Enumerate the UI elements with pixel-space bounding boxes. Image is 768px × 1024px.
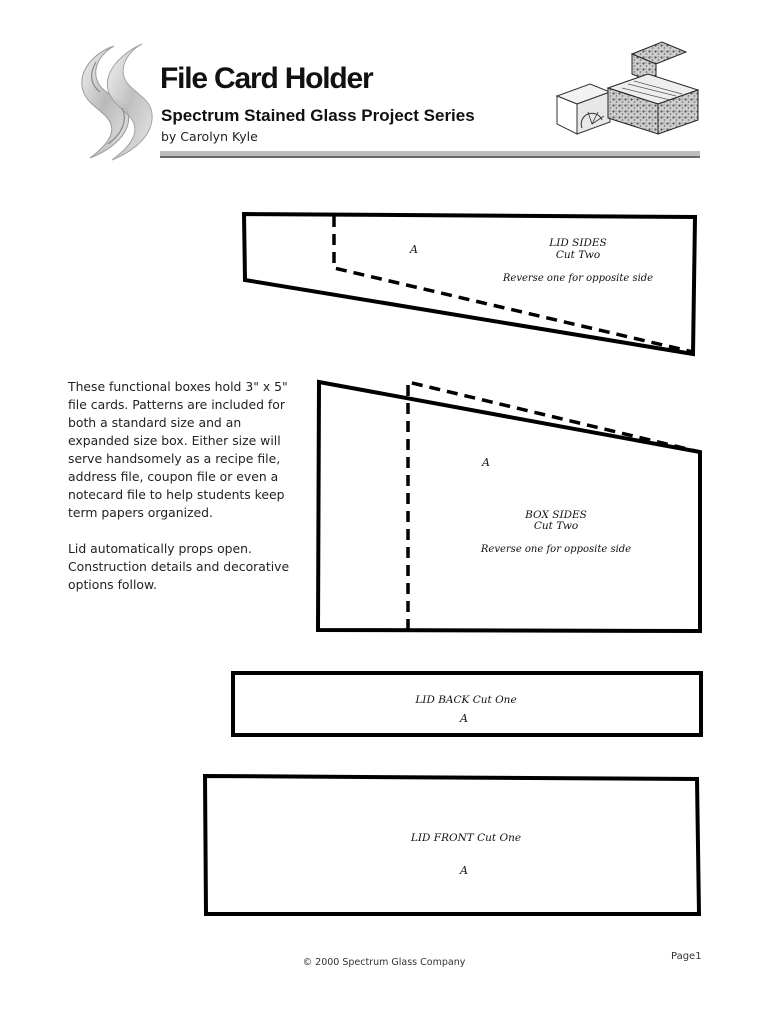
- lid-front-marker: A: [460, 864, 468, 877]
- box-sides-marker: A: [482, 456, 490, 469]
- box-sides-pattern: [318, 382, 700, 631]
- series-subtitle: Spectrum Stained Glass Project Series: [161, 106, 475, 125]
- lid-sides-name: LID SIDES: [549, 237, 607, 249]
- page-title: File Card Holder: [160, 62, 373, 95]
- lid-front-pattern: [205, 776, 699, 914]
- description-paragraph: These functional boxes hold 3" x 5" file cards. Patterns are included for both a standard size and an expanded size box. Either size will serve handsomely as a recipe file, address file, coupon file or even a notecard file to help students keep term papers organized.: [68, 379, 288, 520]
- author-byline: by Carolyn Kyle: [161, 129, 258, 144]
- project-description: [68, 378, 293, 612]
- lid-front-label: LID FRONT Cut One: [410, 832, 522, 844]
- box-sides-note: Reverse one for opposite side: [480, 544, 632, 555]
- description-paragraph: Lid automatically props open. Construction details and decorative options follow.: [68, 541, 290, 592]
- lid-sides-marker: A: [410, 243, 418, 256]
- lid-sides-pattern: [244, 214, 695, 354]
- box-sides-cut: Cut Two: [533, 520, 579, 532]
- lid-back-pattern: [233, 673, 701, 735]
- lid-sides-cut: Cut Two: [555, 249, 601, 261]
- lid-sides-note: Reverse one for opposite side: [502, 273, 654, 284]
- page-number: Page1: [671, 951, 702, 962]
- lid-back-marker: A: [460, 712, 468, 725]
- lid-back-label: LID BACK Cut One: [415, 694, 517, 706]
- copyright-notice: © 2000 Spectrum Glass Company: [302, 957, 466, 968]
- box-sides-name: BOX SIDES: [525, 509, 587, 521]
